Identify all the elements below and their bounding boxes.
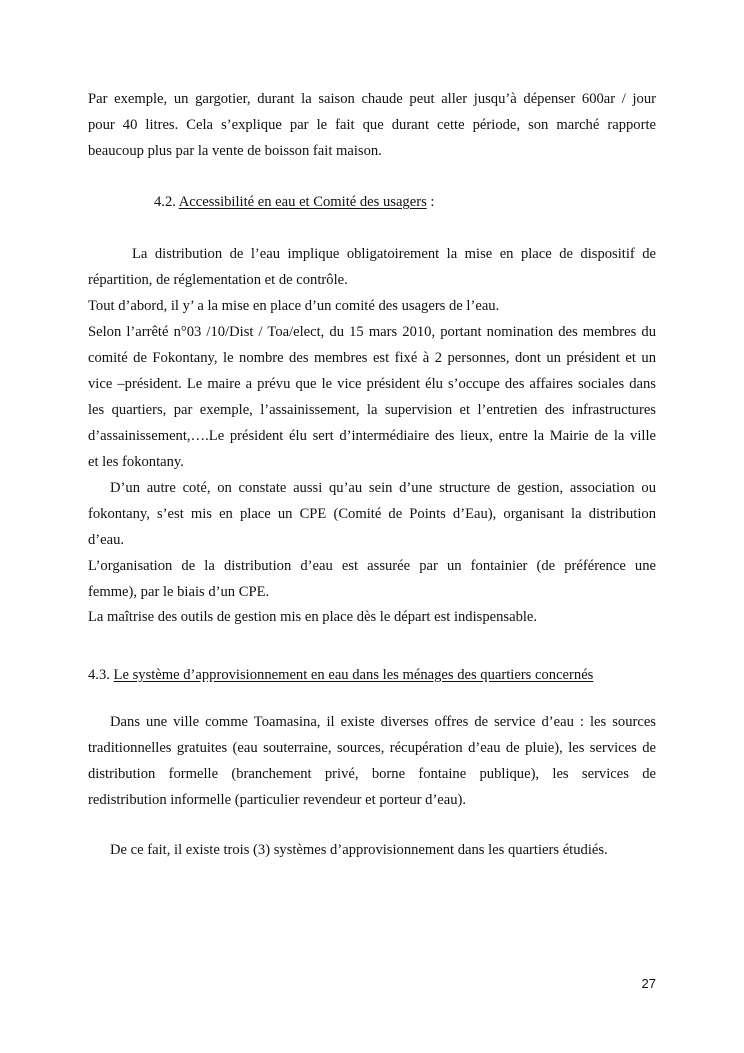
section-number: 4.2. <box>154 194 176 210</box>
text-line: femme), par le biais d’un CPE. <box>88 584 270 600</box>
text-line: d’assainissement,….Le président élu sert d’intermédiaire des lieux, entre la Mairie de la ville <box>88 428 656 444</box>
text-line: Par exemple, un gargotier, durant la saison chaude peut aller jusqu’à dépenser 600ar / jour <box>88 91 656 107</box>
section-number: 4.3. <box>88 667 110 683</box>
text-line: redistribution informelle (particulier revendeur et porteur d’eau). <box>88 792 467 808</box>
text-line: les quartiers, par exemple, l’assainissement, la supervision et l’entretien des infrastructures <box>88 402 656 418</box>
text-line: D’un autre coté, on constate aussi qu’au sein d’une structure de gestion, association ou <box>110 480 656 496</box>
text-line: répartition, de réglementation et de contrôle. <box>88 272 348 288</box>
text-line: et les fokontany. <box>88 454 184 470</box>
section-heading-4-2 <box>154 192 554 212</box>
text-line: pour 40 litres. Cela s’explique par le fait que durant cette période, son marché rapporte <box>88 117 656 133</box>
section-title-suffix: : <box>426 194 435 210</box>
text-line: beaucoup plus par la vente de boisson fait maison. <box>88 143 382 159</box>
text-line: comité de Fokontany, le nombre des membres est fixé à 2 personnes, dont un président et un <box>88 350 656 366</box>
text-line: vice –président. Le maire a prévu que le vice président élu s’occupe des affaires sociales dans <box>88 376 656 392</box>
text-line: fokontany, s’est mis en place un CPE (Comité de Points d’Eau), organisant la distribution <box>88 506 656 522</box>
text-line: d’eau. <box>88 532 125 548</box>
text-line: De ce fait, il existe trois (3) systèmes d’approvisionnement dans les quartiers étudiés. <box>110 842 608 858</box>
page-number: 27 <box>641 976 656 991</box>
text-line: Selon l’arrêté n°03 /10/Dist / Toa/elect, du 15 mars 2010, portant nomination des membres du <box>88 324 656 340</box>
section-title: Le système d’approvisionnement en eau dans les ménages des quartiers concernés <box>113 667 594 683</box>
section-title: Accessibilité en eau et Comité des usagers <box>178 194 427 210</box>
text-line: traditionnelles gratuites (eau souterraine, sources, récupération d’eau de pluie), les services de <box>88 740 656 756</box>
text-line: Dans une ville comme Toamasina, il existe diverses offres de service d’eau : les sources <box>110 714 656 730</box>
section-heading-4-3 <box>88 665 656 685</box>
text-line: Tout d’abord, il y’ a la mise en place d’un comité des usagers de l’eau. <box>88 298 500 314</box>
text-line: La maîtrise des outils de gestion mis en place dès le départ est indispensable. <box>88 609 538 625</box>
text-line: distribution formelle (branchement privé, borne fontaine publique), les services de <box>88 766 656 782</box>
text-line: L’organisation de la distribution d’eau est assurée par un fontainier (de préférence une <box>88 558 656 574</box>
text-line: La distribution de l’eau implique obligatoirement la mise en place de dispositif de <box>132 246 656 262</box>
